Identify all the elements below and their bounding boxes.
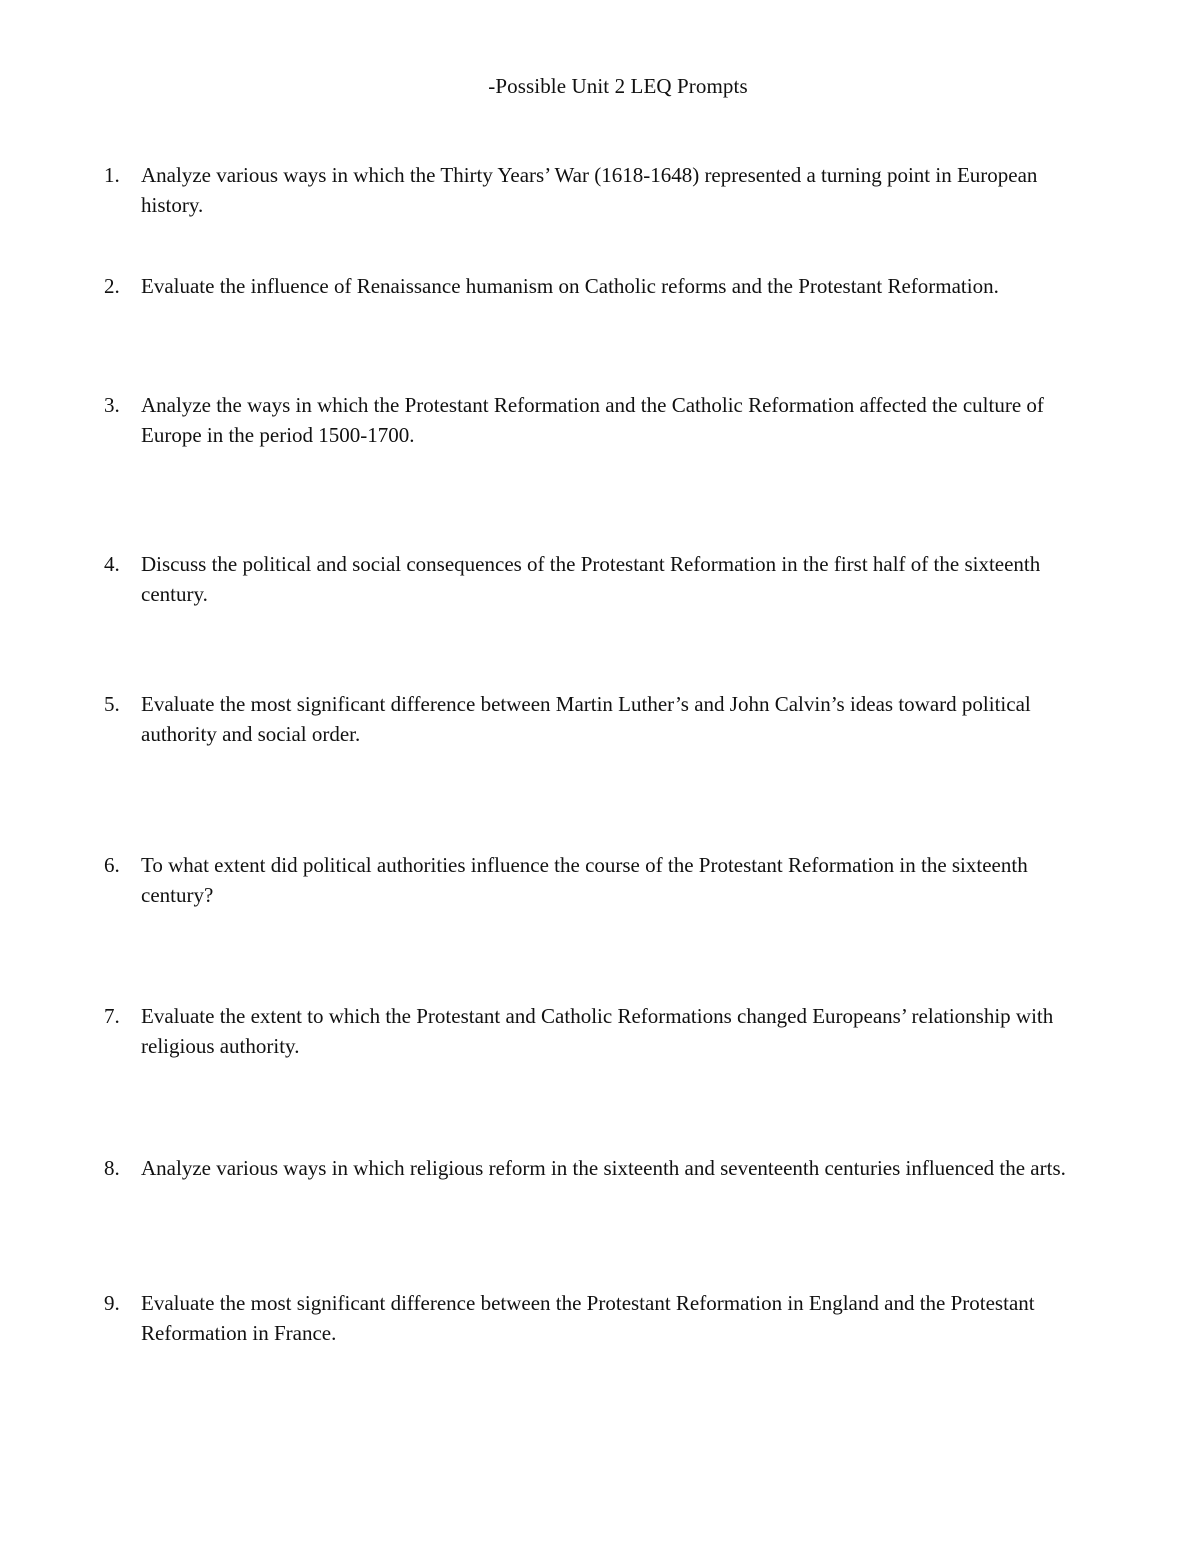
prompt-item [104,549,1104,609]
page-title: -Possible Unit 2 LEQ Prompts [488,74,748,98]
prompt-text: Discuss the political and social consequences of the Protestant Reformation in the first half of the sixteenth century. [141,552,1041,606]
prompt-number: 4. [104,552,120,576]
prompt-text: Analyze various ways in which religious reform in the sixteenth and seventeenth centuries influenced the arts. [141,1156,1066,1180]
prompt-text: Evaluate the most significant difference between the Protestant Reformation in England and the Protestant Reformation in France. [141,1291,1035,1345]
prompt-item [104,390,1104,450]
prompt-text: Evaluate the most significant difference between Martin Luther’s and John Calvin’s ideas toward political authority and social order. [141,692,1031,746]
prompt-text: Analyze various ways in which the Thirty Years’ War (1618-1648) represented a turning point in European history. [141,163,1038,217]
prompt-number: 1. [104,163,120,187]
prompt-number: 9. [104,1291,120,1315]
prompt-item [104,850,1104,910]
prompt-text: Evaluate the influence of Renaissance humanism on Catholic reforms and the Protestant Reformation. [141,274,999,298]
prompt-item [104,1153,1104,1183]
prompt-number: 7. [104,1004,120,1028]
prompt-number: 6. [104,853,120,877]
prompt-number: 3. [104,393,120,417]
prompt-number: 2. [104,274,120,298]
prompt-item [104,1001,1104,1061]
prompt-number: 5. [104,692,120,716]
prompt-item [104,160,1104,220]
prompt-item [104,1288,1104,1348]
prompt-text: Analyze the ways in which the Protestant Reformation and the Catholic Reformation affected the culture of Europe in the period 1500-1700. [141,393,1044,447]
prompt-item [104,689,1104,749]
prompt-text: To what extent did political authorities influence the course of the Protestant Reformation in the sixteenth century? [141,853,1028,907]
prompt-number: 8. [104,1156,120,1180]
prompt-text: Evaluate the extent to which the Protestant and Catholic Reformations changed Europeans’ relationship with religious authority. [141,1004,1054,1058]
prompt-item [104,271,1104,301]
